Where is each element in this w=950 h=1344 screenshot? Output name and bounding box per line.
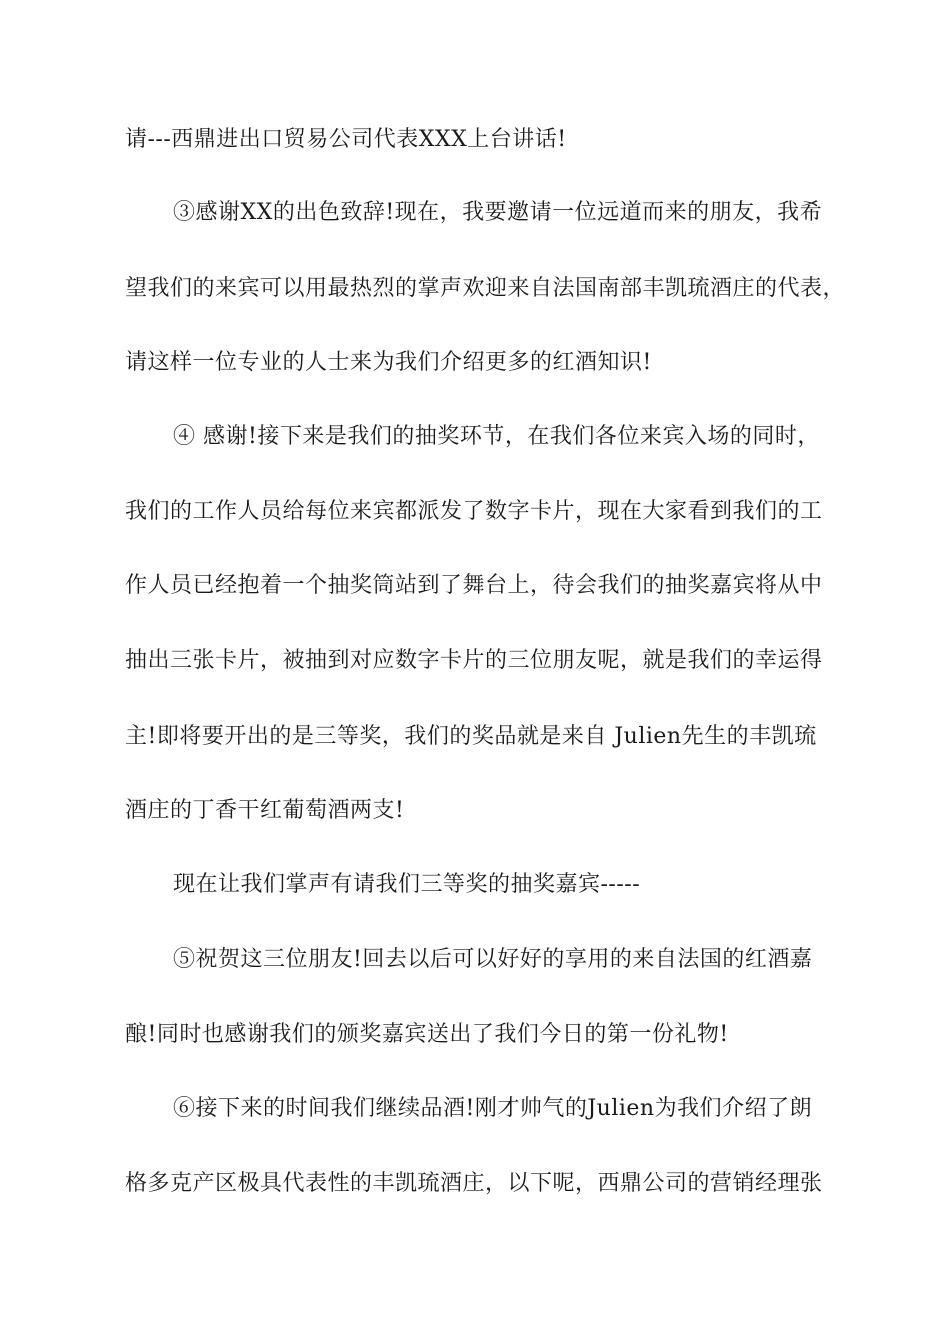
text-line-13: 酿!同时也感谢我们的颁奖嘉宾送出了我们今日的第一份礼物! bbox=[125, 1022, 729, 1047]
text-line-10: 酒庄的丁香干红葡萄酒两支! bbox=[125, 798, 405, 823]
text-line-7: 作人员已经抱着一个抽奖筒站到了舞台上，待会我们的抽奖嘉宾将从中 bbox=[125, 573, 823, 598]
text-line-14: ⑥接下来的时间我们继续品酒!刚才帅气的Julien为我们介绍了朗 bbox=[173, 1096, 813, 1121]
text-line-1: 请---西鼎进出口贸易公司代表XXX上台讲话! bbox=[125, 127, 567, 152]
text-line-8: 抽出三张卡片，被抽到对应数字卡片的三位朋友呢，就是我们的幸运得 bbox=[125, 648, 823, 673]
text-line-2: ③感谢XX的出色致辞!现在，我要邀请一位远道而来的朋友，我希 bbox=[173, 200, 823, 225]
text-line-4: 请这样一位专业的人士来为我们介绍更多的红酒知识! bbox=[125, 350, 652, 375]
text-line-5: ④ 感谢!接下来是我们的抽奖环节，在我们各位来宾入场的同时， bbox=[173, 424, 820, 449]
text-line-6: 我们的工作人员给每位来宾都派发了数字卡片，现在大家看到我们的工 bbox=[125, 499, 823, 524]
text-line-15: 格多克产区极具代表性的丰凯琉酒庄，以下呢，西鼎公司的营销经理张 bbox=[125, 1171, 823, 1196]
text-line-11: 现在让我们掌声有请我们三等奖的抽奖嘉宾----- bbox=[173, 872, 641, 897]
text-line-9: 主!即将要开出的是三等奖，我们的奖品就是来自 Julien先生的丰凯琉 bbox=[125, 724, 817, 749]
text-line-12: ⑤祝贺这三位朋友!回去以后可以好好的享用的来自法国的红酒嘉 bbox=[173, 947, 813, 972]
text-line-3: 望我们的来宾可以用最热烈的掌声欢迎来自法国南部丰凯琉酒庄的代表， bbox=[125, 276, 846, 301]
